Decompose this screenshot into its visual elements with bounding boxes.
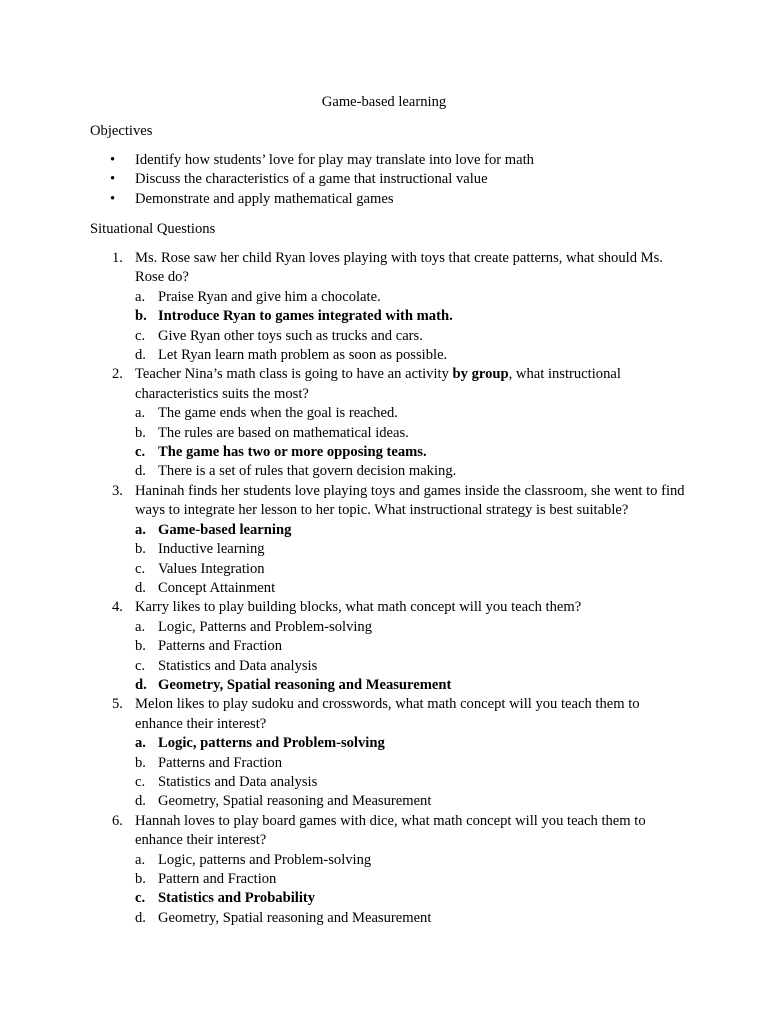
question-text-emphasis: by group (452, 366, 509, 383)
option-letter: b. (135, 424, 146, 441)
question-item (90, 598, 690, 695)
document-title: Game-based learning (321, 94, 447, 110)
option-letter: b. (135, 754, 146, 771)
option-text: Concept Attainment (158, 579, 276, 596)
option-item (135, 773, 690, 792)
option-letter: b. (135, 638, 146, 655)
bullet-icon: • (110, 171, 116, 188)
question-number: 3. (112, 482, 123, 499)
option-letter: c. (135, 444, 146, 461)
option-text: There is a set of rules that govern decision making. (158, 463, 457, 480)
option-item-answer (135, 307, 690, 326)
option-item (135, 462, 690, 481)
objectives-list (90, 151, 690, 209)
question-text: Karry likes to play building blocks, what math concept will you teach them? (135, 599, 582, 616)
option-text: Logic, patterns and Problem-solving (158, 735, 385, 752)
option-item (135, 909, 690, 928)
option-letter: a. (135, 851, 146, 868)
option-text: Patterns and Fraction (158, 754, 283, 771)
situational-questions-heading: Situational Questions (90, 221, 216, 237)
option-letter: b. (135, 541, 146, 558)
questions-list (90, 249, 690, 928)
question-item (90, 812, 690, 928)
option-letter: d. (135, 579, 146, 596)
option-item-answer (135, 443, 690, 462)
option-text: Let Ryan learn math problem as soon as possible. (158, 347, 448, 364)
question-text: Haninah finds her students love playing toys and games inside the classroom, she went to find ways to integrate her lesson to her topic. What instructional strategy is best suitable? (135, 482, 685, 519)
option-item-answer (135, 889, 690, 908)
option-letter: d. (135, 347, 146, 364)
bullet-icon: • (110, 152, 116, 168)
option-item (135, 792, 690, 811)
bullet-icon: • (110, 190, 116, 207)
option-item (135, 288, 690, 307)
option-text: Introduce Ryan to games integrated with math. (158, 308, 453, 325)
option-item (135, 618, 690, 637)
option-item (135, 424, 690, 443)
question-text-part: Teacher Nina’s math class is going to have an activity (135, 366, 453, 383)
option-item (135, 754, 690, 773)
option-letter: b. (135, 871, 146, 887)
option-text: Values Integration (158, 560, 265, 577)
option-text: The rules are based on mathematical ideas. (158, 424, 409, 441)
options-list (135, 404, 690, 482)
question-number: 2. (112, 366, 123, 383)
question-item (90, 695, 690, 811)
option-letter: c. (135, 890, 146, 907)
option-text: Statistics and Data analysis (158, 657, 318, 674)
option-letter: d. (135, 463, 146, 480)
option-text: Praise Ryan and give him a chocolate. (158, 288, 381, 305)
option-letter: a. (135, 405, 146, 422)
option-letter: c. (135, 327, 146, 344)
option-item-answer (135, 521, 690, 540)
option-letter: a. (135, 735, 146, 752)
option-text: Give Ryan other toys such as trucks and cars. (158, 327, 423, 344)
question-number: 5. (112, 696, 123, 713)
options-list (135, 288, 690, 366)
option-text: Logic, patterns and Problem-solving (158, 851, 372, 868)
option-item-answer (135, 676, 690, 695)
option-text: The game ends when the goal is reached. (158, 405, 398, 422)
option-text: Game-based learning (158, 521, 292, 538)
option-letter: d. (135, 909, 146, 926)
option-letter: d. (135, 793, 146, 810)
options-list (135, 521, 690, 599)
option-text: Geometry, Spatial reasoning and Measurement (158, 676, 452, 693)
option-item (135, 870, 690, 889)
question-number: 1. (112, 250, 123, 266)
option-letter: b. (135, 308, 147, 325)
option-text: Statistics and Data analysis (158, 773, 318, 790)
question-number: 6. (112, 812, 123, 829)
option-text: Pattern and Fraction (158, 871, 277, 887)
option-text: Statistics and Probability (158, 890, 316, 907)
options-list (135, 851, 690, 929)
options-list (135, 618, 690, 696)
question-text (135, 365, 690, 404)
option-item (135, 560, 690, 579)
objective-item (90, 151, 690, 170)
question-text: Hannah loves to play board games with dice, what math concept will you teach them to enhance their interest? (135, 812, 646, 849)
question-text: Melon likes to play sudoku and crosswords, what math concept will you teach them to enhance their interest? (135, 696, 640, 732)
option-letter: a. (135, 288, 146, 305)
question-number: 4. (112, 599, 123, 616)
option-text: Geometry, Spatial reasoning and Measurement (158, 909, 432, 926)
option-item (135, 579, 690, 598)
option-letter: d. (135, 676, 147, 693)
question-text-part: , what instructional characteristics suits the most? (135, 366, 621, 402)
option-text: The game has two or more opposing teams. (158, 444, 427, 461)
objectives-heading: Objectives (90, 123, 153, 139)
option-item (135, 404, 690, 423)
options-list (135, 734, 690, 812)
option-item-answer (135, 734, 690, 753)
option-item (135, 851, 690, 870)
objective-item (90, 170, 690, 189)
objective-item (90, 190, 690, 209)
question-item (90, 249, 690, 365)
option-item (135, 327, 690, 346)
question-item (90, 482, 690, 598)
question-item (90, 365, 690, 481)
objective-text: Identify how students’ love for play may translate into love for math (135, 152, 534, 168)
option-text: Patterns and Fraction (158, 638, 283, 655)
option-letter: a. (135, 618, 146, 635)
option-text: Inductive learning (158, 541, 265, 558)
objective-text: Discuss the characteristics of a game that instructional value (135, 171, 488, 188)
option-letter: c. (135, 657, 146, 674)
question-text: Ms. Rose saw her child Ryan loves playing with toys that create patterns, what should Ms. Rose do? (135, 250, 663, 286)
option-text: Logic, Patterns and Problem-solving (158, 618, 373, 635)
option-item (135, 346, 690, 365)
option-text: Geometry, Spatial reasoning and Measurement (158, 793, 432, 810)
objective-text: Demonstrate and apply mathematical games (135, 190, 394, 207)
option-letter: c. (135, 773, 146, 790)
option-letter: a. (135, 521, 146, 538)
option-item (135, 540, 690, 559)
option-letter: c. (135, 560, 146, 577)
option-item (135, 657, 690, 676)
option-item (135, 637, 690, 656)
